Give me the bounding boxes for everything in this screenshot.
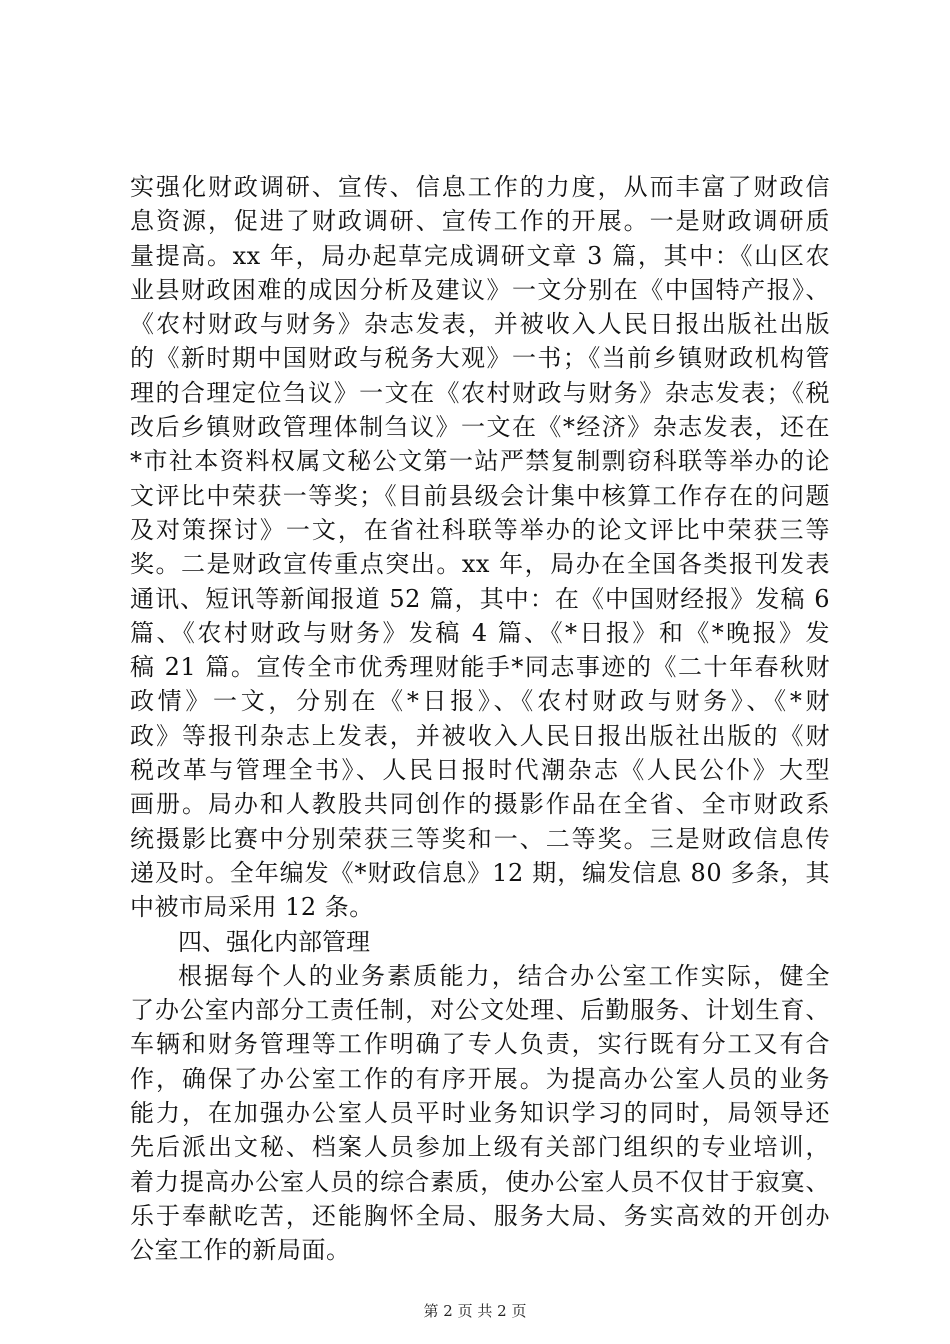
text-line: 《农村财政与财务》杂志发表，并被收入人民日报出版社出版 [130,310,830,339]
text-line: 统摄影比赛中分别荣获三等奖和一、二等奖。三是财政信息传 [130,824,830,853]
section-heading: 四、强化内部管理 [178,927,370,956]
text-line: 量提高。xx 年，局办起草完成调研文章 3 篇，其中：《山区农 [130,241,830,270]
text-line: 公室工作的新局面。 [130,1236,351,1265]
text-line: 通讯、短讯等新闻报道 52 篇，其中：在《中国财经报》发稿 6 [130,584,830,613]
text-line: 息资源，促进了财政调研、宣传工作的开展。一是财政调研质 [130,207,830,236]
text-line: 业县财政困难的成因分析及建议》一文分别在《中国特产报》、 [130,275,830,304]
text-line: 政》等报刊杂志上发表，并被收入人民日报出版社出版的《财 [130,721,830,750]
text-line: 了办公室内部分工责任制，对公文处理、后勤服务、计划生育、 [130,996,830,1025]
text-line: 政情》一文，分别在《*日报》、《农村财政与财务》、《*财 [130,687,830,716]
text-line: 画册。局办和人教股共同创作的摄影作品在全省、全市财政系 [130,790,830,819]
text-line: 着力提高办公室人员的综合素质，使办公室人员不仅甘于寂寞、 [130,1167,830,1196]
document-body [130,170,830,1268]
text-line: 乐于奉献吃苦，还能胸怀全局、服务大局、务实高效的开创办 [130,1201,830,1230]
text-line: 能力，在加强办公室人员平时业务知识学习的同时，局领导还 [130,1099,830,1128]
text-line: 税改革与管理全书》、人民日报时代潮杂志《人民公仆》大型 [130,756,830,785]
text-line: 车辆和财务管理等工作明确了专人负责，实行既有分工又有合 [130,1030,830,1059]
text-line: 篇、《农村财政与财务》发稿 4 篇、《*日报》和《*晚报》发 [130,618,830,647]
text-line: 递及时。全年编发《*财政信息》12 期，编发信息 80 多条，其 [130,858,830,887]
text-line: 中被市局采用 12 条。 [130,893,374,922]
text-line: 实强化财政调研、宣传、信息工作的力度，从而丰富了财政信 [130,173,830,201]
text-line: 的《新时期中国财政与税务大观》一书；《当前乡镇财政机构管 [130,344,830,373]
text-line: 理的合理定位刍议》一文在《农村财政与财务》杂志发表；《税 [130,378,830,407]
text-line: 及对策探讨》一文，在省社科联等举办的论文评比中荣获三等 [130,515,830,544]
text-line: 稿 21 篇。宣传全市优秀理财能手*同志事迹的《二十年春秋财 [130,653,830,682]
text-line: 作，确保了办公室工作的有序开展。为提高办公室人员的业务 [130,1064,830,1093]
text-line: 改后乡镇财政管理体制刍议》一文在《*经济》杂志发表，还在 [130,413,830,442]
text-line: *市社本资料权属文秘公文第一站严禁复制剽窃科联等举办的论 [130,447,830,476]
text-line: 先后派出文秘、档案人员参加上级有关部门组织的专业培训， [130,1133,830,1162]
paragraph-1 [130,170,830,925]
page-footer: 第 2 页 共 2 页 [423,1302,527,1320]
text-line: 文评比中荣获一等奖；《目前县级会计集中核算工作存在的问题 [130,481,830,510]
text-line: 根据每个人的业务素质能力，结合办公室工作实际，健全 [178,961,830,990]
text-line: 奖。二是财政宣传重点突出。xx 年，局办在全国各类报刊发表 [130,550,830,579]
paragraph-2 [130,959,830,1268]
